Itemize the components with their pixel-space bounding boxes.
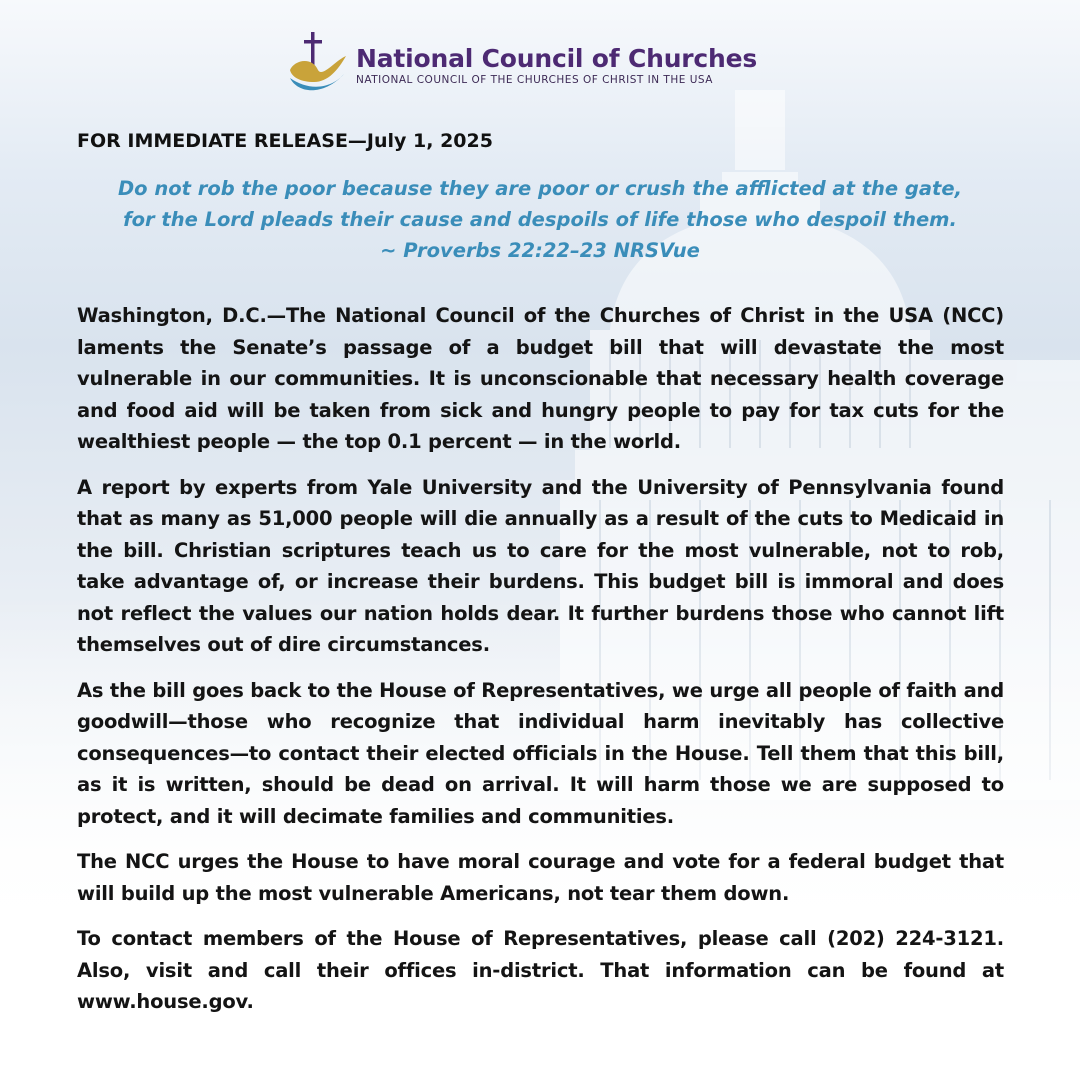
contact-paragraph: To contact members of the House of Representatives, please call (202) 224-3121. Also, visit and call their offices in-district. That information can be found at www.house.gov.: [77, 927, 1004, 1013]
cross-wave-logo-icon: [284, 30, 356, 102]
paragraph: The NCC urges the House to have moral courage and vote for a federal budget that will build up the most vulnerable Americans, not tear them down.: [77, 850, 1004, 905]
paragraph: As the bill goes back to the House of Representatives, we urge all people of faith and goodwill—those who recognize that individual harm inevitably has collective consequences—to contact their elected officials in the House. Tell them that this bill, as it is written, should be dead on arrival. It will harm those we are supposed to protect, and it will decimate families and communities.: [77, 678, 1004, 828]
ncc-logo: [284, 30, 757, 102]
verse-line-2: for the Lord pleads their cause and despoils of life those who despoil them.: [123, 208, 957, 231]
release-date-heading: FOR IMMEDIATE RELEASE—July 1, 2025: [77, 130, 493, 152]
paragraph: A report by experts from Yale University and the University of Pennsylvania found that as many as 51,000 people will die annually as a result of the cuts to Medicaid in the bill. Christian scriptures teach us to care for the most vulnerable, not to rob, take advantage of, or increase their burdens. This budget bill is immoral and does not reflect the values our nation holds dear. It further burdens those who cannot lift themselves out of dire circumstances.: [77, 475, 1004, 656]
paragraph: Washington, D.C.—The National Council of the Churches of Christ in the USA (NCC) laments the Senate’s passage of a budget bill that will devastate the most vulnerable in our communities. It is unconscionable that necessary health coverage and food aid will be taken from sick and hungry people to pay for tax cuts for the wealthiest people — the top 0.1 percent — in the world.: [77, 304, 1004, 453]
logo-title: National Council of Churches: [356, 44, 758, 73]
verse-citation: ~ Proverbs 22:22–23 NRSVue: [380, 239, 700, 262]
logo-subtitle: NATIONAL COUNCIL OF THE CHURCHES OF CHRIST IN THE USA: [356, 74, 713, 86]
press-release-body: [77, 300, 1004, 1032]
verse-line-1: Do not rob the poor because they are poor or crush the afflicted at the gate,: [118, 177, 962, 200]
scripture-quote: [60, 173, 1020, 266]
